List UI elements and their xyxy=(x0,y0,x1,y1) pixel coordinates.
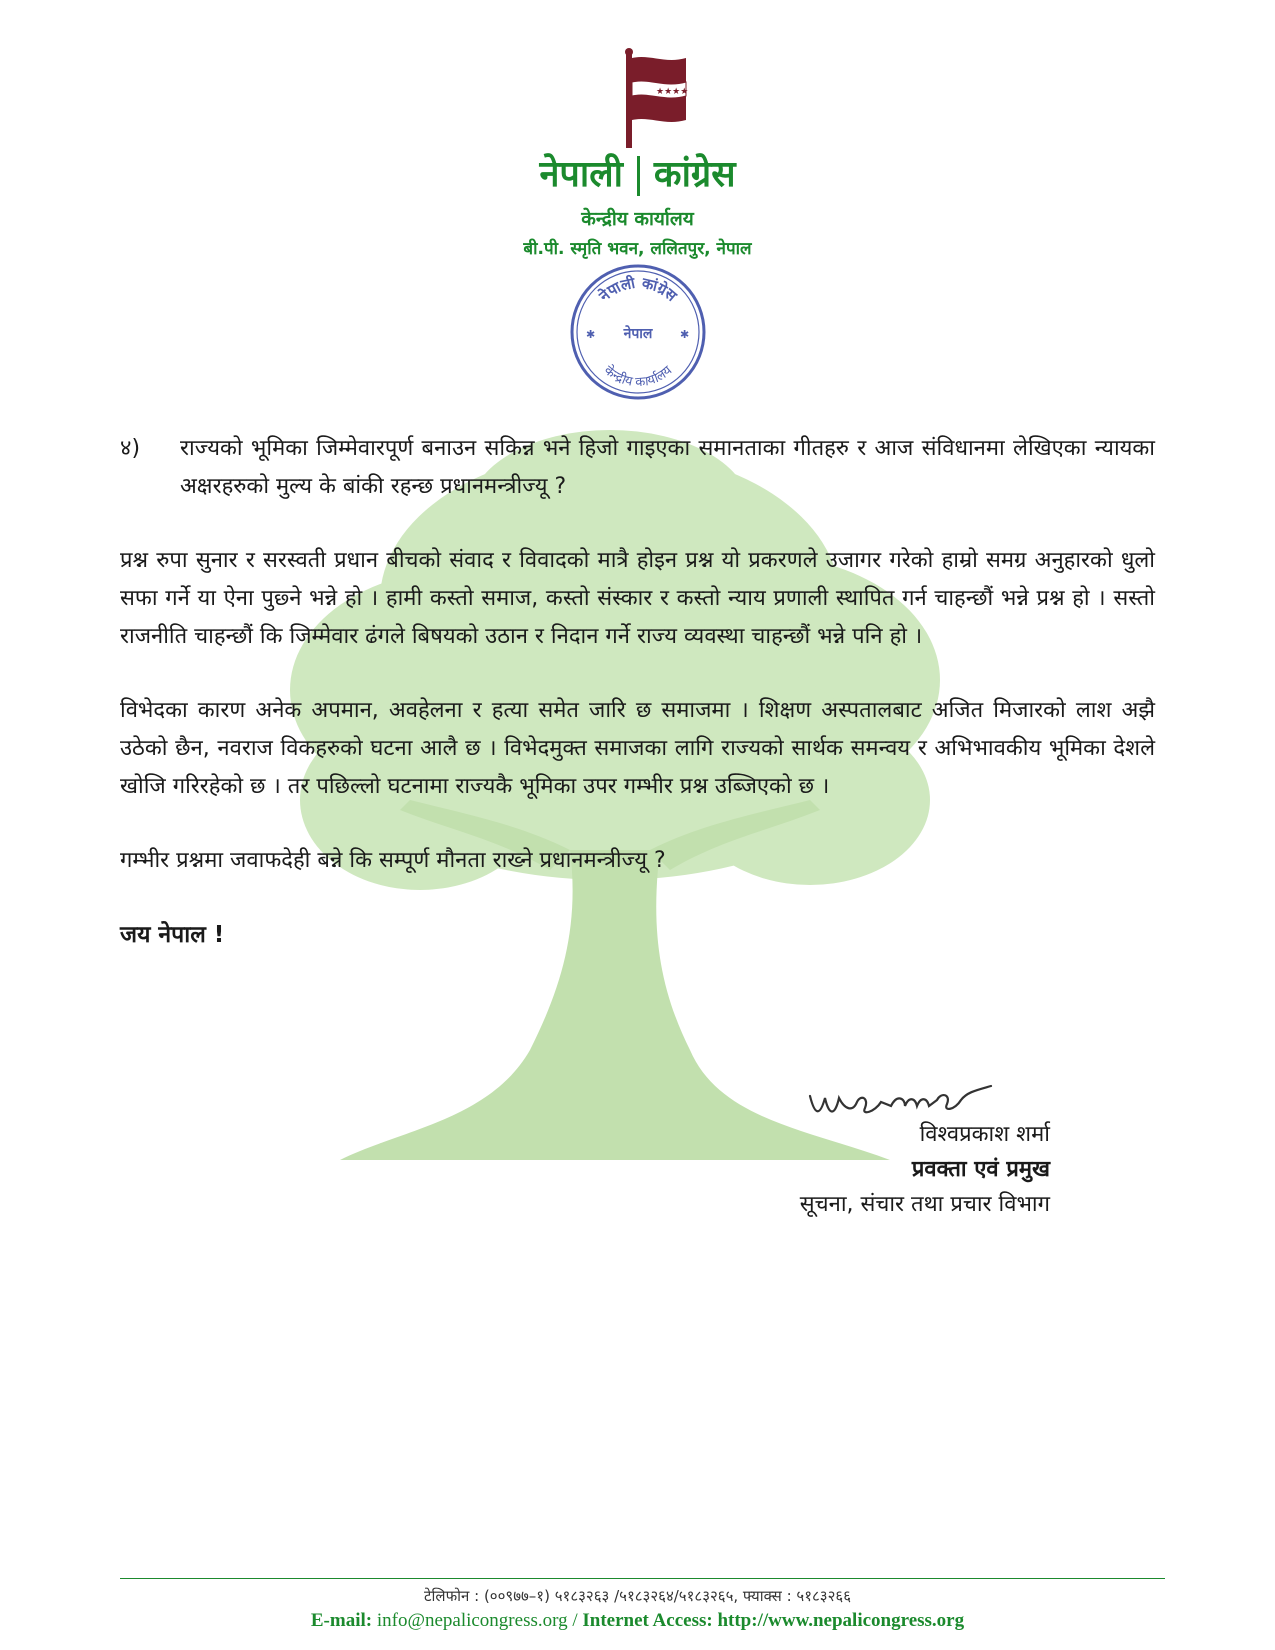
party-name-right: कांग्रेस xyxy=(653,154,736,195)
email-link[interactable]: info@nepalicongress.org xyxy=(376,1610,568,1631)
signatory-title: प्रवक्ता एवं प्रमुख xyxy=(911,1157,1050,1182)
email-label: E-mail: xyxy=(310,1610,373,1631)
seal-center-text: नेपाल xyxy=(623,326,653,342)
office-address: बी.पी. स्मृति भवन, ललितपुर, नेपाल xyxy=(523,239,752,259)
paragraph: गम्भीर प्रश्नमा जवाफदेही बन्ने कि सम्पूर्ण मौनता राख्ने प्रधानमन्त्रीज्यू ? xyxy=(120,848,666,873)
letter-body xyxy=(120,430,1155,954)
website-link[interactable]: http://www.nepalicongress.org xyxy=(717,1610,965,1631)
official-seal xyxy=(568,262,708,402)
point-text: राज्यको भूमिका जिम्मेवारपूर्ण बनाउन सकिन्न भने हिजो गाइएका समानताका गीतहरु र आज संविधानमा लेखिएका न्यायका अक्षरहरुको मुल्य के बांकी रहन्छ प्रधानमन्त्रीज्यू ? xyxy=(180,436,1155,499)
party-name xyxy=(0,148,1275,197)
seal-bottom-text: केन्द्रीय कार्यालय xyxy=(600,363,676,391)
point-number: ४) xyxy=(120,436,141,461)
footer-phone: टेलिफोन : (००९७७–१) ५१८३२६३ /५१८३२६४/५१८३२६५, फ्याक्स : ५१८३२६६ xyxy=(423,1587,852,1605)
svg-text:केन्द्रीय कार्यालय xyxy=(601,362,676,390)
seal-top-text: नेपाली कांग्रेस xyxy=(595,273,681,306)
numbered-point xyxy=(120,430,1155,506)
footer-contact: E-mail: info@nepalicongress.org / Internet Access: http://www.nepalicongress.org xyxy=(310,1610,965,1631)
svg-text:★★★★: ★★★★ xyxy=(656,87,689,97)
closing-salutation: जय नेपाल ! xyxy=(120,922,225,948)
paragraph: विभेदका कारण अनेक अपमान, अवहेलना र हत्या समेत जारि छ समाजमा । शिक्षण अस्पतालबाट अजित मिजारको लाश अझै उठेको छैन, नवराज विकहरुको घटना आलै छ । विभेदमुक्त समाजका लागि राज्यको सार्थक समन्वय र अभिभावकीय भूमिका देशले खोजि गरिरहेको छ । तर पछिल्लो घटनामा राज्यकै भूमिका उपर गम्भीर प्रश्न उब्जिएको छ । xyxy=(120,698,1155,799)
seal-star-icon: ✱ xyxy=(680,328,690,341)
footer-divider xyxy=(120,1578,1165,1579)
party-name-left: नेपाली xyxy=(539,154,623,195)
paragraph: प्रश्न रुपा सुनार र सरस्वती प्रधान बीचको संवाद र विवादको मात्रै होइन प्रश्न यो प्रकरणले उजागर गरेको हाम्रो समग्र अनुहारको धुलो सफा गर्ने या ऐना पुछ्ने भन्ने हो । हामी कस्तो समाज, कस्तो संस्कार र कस्तो न्याय प्रणाली स्थापित गर्न चाहन्छौं भन्ने प्रश्न हो । सस्तो राजनीति चाहन्छौं कि जिम्मेवार ढंगले बिषयको उठान र निदान गर्ने राज्य व्यवस्था चाहन्छौं भन्ने पनि हो । xyxy=(120,548,1155,649)
signatory-department: सूचना, संचार तथा प्रचार विभाग xyxy=(799,1192,1050,1217)
seal-star-icon: ✱ xyxy=(586,328,596,341)
internet-label: Internet Access: xyxy=(582,1610,713,1631)
signatory-name: विश्वप्रकाश शर्मा xyxy=(919,1122,1050,1147)
party-flag-logo xyxy=(620,48,700,148)
office-name: केन्द्रीय कार्यालय xyxy=(581,208,694,230)
